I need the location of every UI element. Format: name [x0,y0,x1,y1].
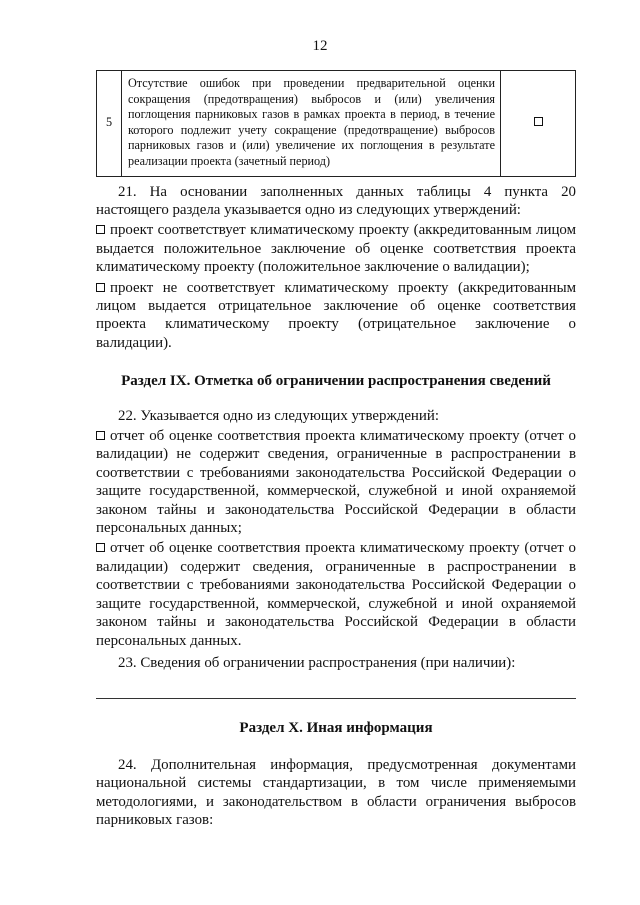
option-text: проект соответствует климатическому проекту (аккредитованным лицом выдается положительное заключение об оценке соответствия проекта климатическому проекту (положительное заключение о валидации); [96,222,576,276]
paragraph-24: 24. Дополнительная информация, предусмотренная документами национальной системы стандартизации, в том числе применяемыми методологиями, и законодательством в области ограничения выбросов парниковых газов: [96,756,576,828]
option-text: проект не соответствует климатическому проекту (аккредитованным лицом выдается отрицательное заключение об оценке соответствия проекта климатическому проекту (отрицательное заключение о валидации). [96,279,576,351]
checkbox-icon[interactable] [96,225,105,234]
paragraph-22-option-2 [96,539,576,649]
section-10-heading: Раздел X. Иная информация [239,720,433,737]
paragraph-22-option-1 [96,427,576,537]
paragraph-21-option-2 [96,279,576,353]
page-number: 12 [312,38,328,54]
paragraph-21-option-1 [96,221,576,276]
paragraph-21-intro: 21. На основании заполненных данных таблицы 4 пункта 20 настоящего раздела указывается одно из следующих утверждений: [96,183,576,218]
answer-line [96,698,576,699]
section-9-heading: Раздел IX. Отметка об ограничении распространения сведений [121,373,551,390]
criteria-table [96,70,576,177]
checkbox-icon[interactable] [96,283,105,292]
paragraph-23: 23. Сведения об ограничении распространения (при наличии): [118,654,516,671]
checkbox-icon[interactable] [96,543,105,552]
row-number: 5 [97,71,122,177]
option-text: отчет об оценке соответствия проекта климатическому проекту (отчет о валидации) не содержит сведения, ограниченные в распространении в соответствии с требованиями законодательства Российской Федерации о защите государственной, коммерческой, служебной и иной охраняемой законом тайны и законодательства Российской Федерации в области персональных данных; [96,428,576,537]
checkbox-icon[interactable] [534,117,543,126]
table-row [97,71,576,177]
page-content [96,70,576,829]
option-text: отчет об оценке соответствия проекта климатическому проекту (отчет о валидации) содержит сведения, ограниченные в распространении в соответствии с требованиями законодательства Российской Федерации о защите государственной, коммерческой, служебной и иной охраняемой законом тайны и законодательства Российской Федерации в области персональных данных. [96,540,576,649]
row-checkbox-cell [501,71,576,177]
row-criterion-text: Отсутствие ошибок при проведении предварительной оценки сокращения (предотвращения) выбросов и (или) увеличения поглощения парниковых газов в рамках проекта в период, в течение которого подлежит учету сокращение (предотвращение) выбросов парниковых газов и (или) увеличение их поглощения в результате реализации проекта (зачетный период) [122,71,501,177]
checkbox-icon[interactable] [96,431,105,440]
paragraph-22-intro: 22. Указывается одно из следующих утверждений: [118,407,439,424]
